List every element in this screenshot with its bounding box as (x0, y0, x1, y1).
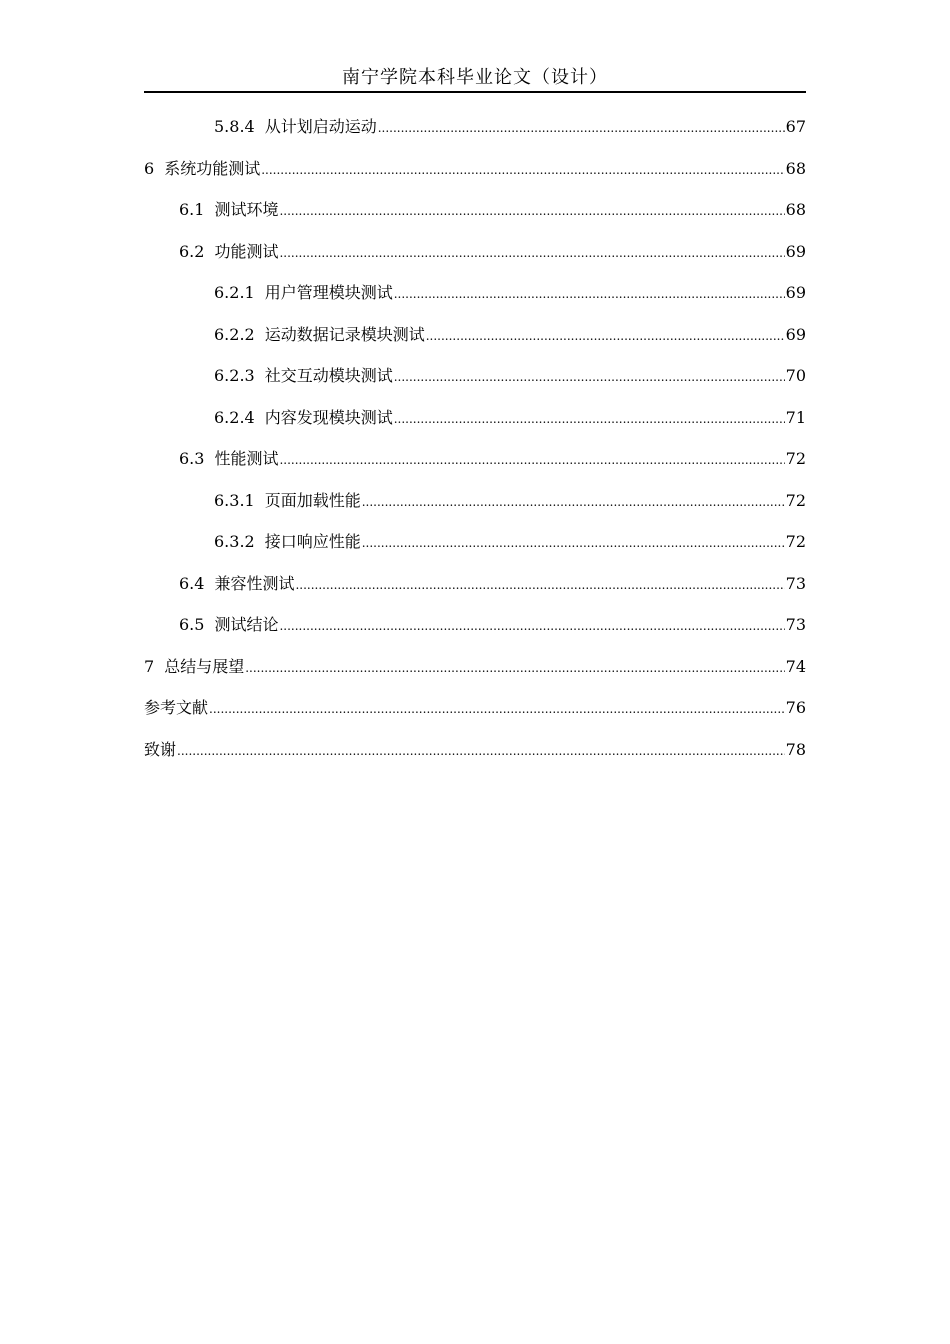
toc-entry-title: 功能测试 (214, 241, 279, 261)
toc-entry-title: 社交互动模块测试 (264, 366, 393, 385)
toc-entry (144, 397, 806, 439)
toc-entry-page: 69 (785, 324, 806, 344)
toc-dot-leader (279, 438, 784, 482)
toc-entry (144, 314, 806, 356)
toc-entry (144, 729, 806, 771)
toc-entry-number: 6.3.2 (214, 532, 255, 551)
toc-entry-page: 73 (785, 573, 806, 593)
toc-entry-number: 6.4 (179, 573, 205, 593)
toc-entry-title: 页面加载性能 (264, 490, 361, 510)
toc-entry-title: 致谢 (144, 739, 177, 759)
toc-entry-title: 兼容性测试 (214, 573, 295, 593)
toc-entry-number: 6.2.4 (214, 407, 255, 427)
toc-entry-page: 76 (785, 698, 806, 717)
toc-entry (144, 521, 806, 563)
toc-entry-number: 6.3.1 (214, 490, 255, 510)
toc-entry-title: 用户管理模块测试 (264, 283, 393, 302)
toc-entry-page: 68 (785, 158, 806, 178)
table-of-contents (144, 106, 806, 770)
toc-entry (144, 355, 806, 397)
toc-entry-number: 6.5 (179, 615, 205, 634)
toc-entry-number: 7 (144, 656, 155, 676)
page-header-title: 南宁学院本科毕业论文（设计） (342, 67, 608, 88)
toc-entry-page: 68 (785, 200, 806, 219)
toc-dot-leader (279, 604, 784, 648)
toc-entry-title: 参考文献 (144, 698, 209, 717)
toc-entry (144, 438, 806, 480)
toc-entry-number: 6.2 (179, 241, 205, 261)
toc-dot-leader (426, 314, 785, 358)
toc-dot-leader (362, 480, 785, 524)
toc-dot-leader (394, 397, 785, 441)
toc-dot-leader (279, 231, 784, 275)
toc-entry (144, 148, 806, 190)
toc-entry (144, 687, 806, 729)
toc-entry-page: 74 (785, 656, 806, 676)
toc-entry-page: 70 (785, 366, 806, 385)
toc-entry-title: 接口响应性能 (264, 532, 361, 551)
toc-entry-page: 67 (785, 117, 806, 136)
toc-entry (144, 646, 806, 688)
toc-entry-title: 测试结论 (214, 615, 279, 634)
toc-entry-page: 72 (785, 449, 806, 468)
toc-entry-page: 72 (785, 532, 806, 551)
toc-entry-number: 6 (144, 158, 155, 178)
toc-entry (144, 563, 806, 605)
toc-dot-leader (177, 729, 785, 773)
toc-dot-leader (209, 687, 785, 731)
toc-entry (144, 189, 806, 231)
toc-entry-title: 从计划启动运动 (264, 117, 377, 136)
toc-entry (144, 272, 806, 314)
toc-entry-title: 总结与展望 (164, 656, 245, 676)
toc-entry-title: 系统功能测试 (164, 158, 261, 178)
toc-entry (144, 604, 806, 646)
toc-entry-number: 6.2.1 (214, 283, 255, 302)
toc-entry-title: 内容发现模块测试 (264, 407, 393, 427)
toc-entry-title: 测试环境 (214, 200, 279, 219)
toc-entry-page: 69 (785, 283, 806, 302)
toc-dot-leader (295, 563, 784, 607)
toc-dot-leader (394, 355, 785, 399)
toc-entry-number: 6.2.2 (214, 324, 255, 344)
toc-dot-leader (245, 646, 784, 690)
toc-entry (144, 231, 806, 273)
toc-entry-number: 6.2.3 (214, 366, 255, 385)
toc-entry-title: 性能测试 (214, 449, 279, 468)
toc-entry-number: 6.3 (179, 449, 205, 468)
toc-entry-page: 78 (785, 739, 806, 759)
page-header (144, 64, 806, 93)
toc-dot-leader (279, 189, 784, 233)
toc-entry (144, 106, 806, 148)
toc-entry-page: 72 (785, 490, 806, 510)
toc-dot-leader (378, 106, 785, 150)
toc-entry-page: 69 (785, 241, 806, 261)
toc-entry-title: 运动数据记录模块测试 (264, 324, 425, 344)
toc-dot-leader (362, 521, 785, 565)
toc-entry-number: 5.8.4 (214, 117, 255, 136)
toc-dot-leader (394, 272, 785, 316)
toc-entry-page: 73 (785, 615, 806, 634)
toc-entry (144, 480, 806, 522)
toc-dot-leader (261, 148, 784, 192)
toc-entry-page: 71 (785, 407, 806, 427)
toc-entry-number: 6.1 (179, 200, 205, 219)
